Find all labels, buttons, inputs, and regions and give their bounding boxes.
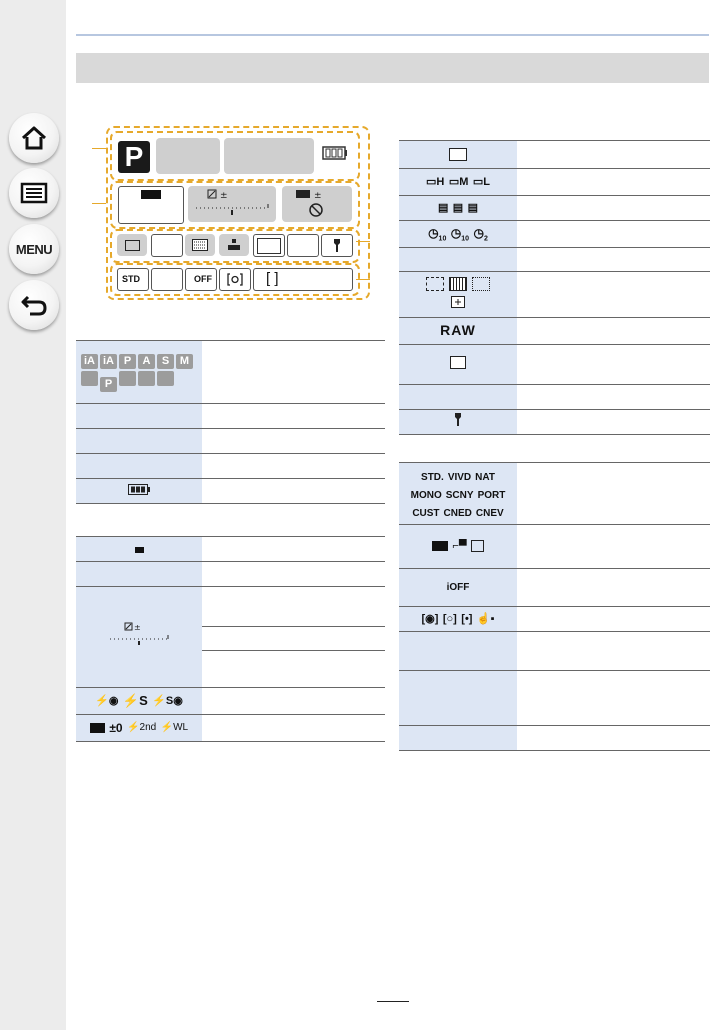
svg-text:±: ± — [220, 191, 228, 201]
table-row — [76, 429, 385, 454]
table-row — [399, 569, 710, 607]
battery-icon — [128, 484, 150, 495]
table-row — [399, 671, 710, 726]
control-panel-illustration — [106, 126, 370, 300]
metering-slot — [219, 268, 251, 291]
photo-style-icon: CNED — [443, 507, 472, 519]
panel-slot — [156, 138, 220, 174]
focus-area-brackets: [ ] — [266, 270, 279, 287]
indicator-block — [135, 547, 144, 553]
back-arrow-icon — [20, 293, 48, 317]
callout-line — [356, 241, 370, 242]
single-drive-icon — [125, 240, 140, 251]
burst-low-icon: ▭L — [472, 176, 490, 189]
white-balance-cell — [399, 525, 517, 569]
setting-slot — [321, 234, 353, 257]
wrench-icon — [454, 413, 462, 426]
table-row — [399, 385, 710, 410]
exposure-scale-icon — [108, 621, 170, 649]
color-temperature-icon — [471, 540, 484, 552]
table-row — [76, 537, 385, 562]
self-timer-10-icon: $◷_{10}$ — [428, 225, 447, 242]
panel-row-3 — [110, 229, 360, 263]
mode-icon: P — [100, 377, 117, 392]
mode-icon: iA — [100, 354, 117, 369]
i-dynamic-label: OFF — [194, 274, 212, 284]
table-row — [399, 525, 710, 569]
table-row — [399, 345, 710, 385]
wireless-flash-icon: ⚡WL — [160, 722, 189, 734]
mode-icon — [138, 371, 155, 386]
description-cell — [202, 341, 385, 404]
aspect-ratio-icon — [257, 238, 281, 254]
photo-style-icon: SCNY — [445, 489, 474, 501]
single-drive-icon — [449, 148, 467, 161]
table-row — [399, 248, 710, 272]
photo-style-icon: VIVD — [447, 471, 472, 483]
table-row — [76, 479, 385, 504]
flash-redeye-icon: ⚡◉ — [95, 695, 119, 708]
self-timer-2-icon: $◷_2$ — [473, 225, 488, 242]
flash-slow-icon: ⚡S — [122, 692, 148, 708]
table-row — [76, 454, 385, 479]
burst-medium-icon: ▭M — [448, 176, 469, 189]
single-area-icon — [451, 296, 465, 308]
mode-icon — [119, 371, 136, 386]
table-row — [399, 318, 710, 345]
svg-text:±: ± — [134, 622, 141, 632]
recording-mode-badge: P — [118, 141, 150, 173]
self-timer-cell — [399, 221, 517, 248]
quality-slot — [185, 234, 215, 256]
spot-metering-icon: [•] — [461, 612, 473, 625]
sidebar — [0, 0, 66, 1030]
panel-row-2 — [110, 181, 360, 229]
white-balance-icon: ⌐▀ — [452, 540, 467, 553]
callout-line — [92, 148, 106, 149]
table-row — [76, 688, 385, 715]
indicator-block — [141, 190, 161, 199]
svg-text:±: ± — [314, 191, 322, 201]
exposure-scale-cell — [76, 587, 202, 688]
wrench-icon — [332, 238, 342, 253]
shutter-aperture-box — [118, 186, 184, 224]
home-button[interactable] — [9, 113, 59, 163]
mode-icon: A — [138, 354, 155, 369]
panel-row-1 — [110, 131, 360, 181]
right-reference-table — [399, 140, 710, 751]
table-row — [76, 587, 385, 627]
back-button[interactable] — [9, 280, 59, 330]
mode-icon: S — [157, 354, 174, 369]
auto-bracket-icon: ▤ — [437, 202, 449, 215]
table-row — [399, 410, 710, 435]
mode-icon: iA — [81, 354, 98, 369]
second-curtain-icon: ⚡2nd — [127, 722, 157, 734]
table-row — [76, 562, 385, 587]
list-icon — [20, 182, 48, 204]
quality-icon — [192, 239, 208, 251]
table-row — [399, 435, 710, 463]
photo-style-icon: CUST — [412, 507, 440, 519]
contents-button[interactable] — [9, 168, 59, 218]
photo-style-cell — [399, 463, 517, 525]
flash-off-icon — [286, 188, 348, 220]
table-row — [76, 715, 385, 742]
table-row — [399, 196, 710, 221]
focus-area-slot — [253, 268, 353, 291]
table-row — [399, 169, 710, 196]
callout-line — [356, 279, 370, 280]
center-weighted-icon: [○] — [442, 612, 457, 625]
photo-style-label: STD — [122, 274, 140, 284]
burst-cell — [399, 169, 517, 196]
home-icon — [20, 125, 48, 151]
page-number-rule — [377, 1001, 409, 1002]
self-timer-10-3-icon: $◷_{10}$ — [450, 225, 470, 242]
photo-style-icon: STD. — [421, 471, 444, 483]
flash-mode-cell — [76, 688, 202, 715]
table-row — [399, 221, 710, 248]
header-rule — [76, 34, 709, 36]
autofocus-mode-cell — [399, 272, 517, 318]
exposure-compensation-box — [188, 186, 276, 222]
multi-area-icon — [449, 277, 467, 291]
touch-af-icon: ☝▪ — [476, 613, 495, 626]
table-row — [76, 504, 385, 537]
metering-icon — [227, 273, 243, 286]
face-detection-icon — [426, 277, 444, 291]
flash-adjust-cell — [76, 715, 202, 742]
section-title-bar — [76, 53, 709, 83]
table-row — [399, 726, 710, 751]
panel-slot — [224, 138, 314, 174]
multiple-metering-icon: [◉] — [421, 613, 439, 626]
table-row — [76, 404, 385, 429]
mode-icon — [157, 371, 174, 386]
mode-icon: M — [176, 354, 193, 369]
mode-icon — [81, 371, 98, 386]
menu-button[interactable] — [9, 224, 59, 274]
white-balance-adjust-icon — [432, 541, 448, 551]
flash-value: ±0 — [109, 720, 123, 735]
white-balance-bracket-icon: ▤ — [467, 202, 479, 215]
exposure-scale-icon — [192, 188, 272, 220]
flash-slow-redeye-icon: ⚡S◉ — [152, 695, 183, 708]
raw-label: RAW — [440, 322, 476, 338]
aspect-bracket-icon: ▤ — [452, 202, 464, 215]
photo-style-icon: NAT — [475, 471, 495, 483]
metering-cell — [399, 607, 517, 632]
mode-icons-cell — [76, 341, 202, 404]
table-row — [76, 341, 385, 404]
panel-slot — [151, 268, 183, 291]
panel-slot — [253, 234, 285, 257]
battery-icon — [322, 146, 348, 160]
custom-multi-icon — [472, 277, 490, 291]
flash-compensation-icon — [90, 723, 105, 733]
flash-compensation-box — [282, 186, 352, 222]
i-dynamic-off-icon: iOFF — [446, 581, 470, 593]
i-dynamic-slot — [185, 268, 217, 291]
burst-high-icon: ▭H — [426, 176, 445, 189]
table-row — [399, 272, 710, 318]
bracket-cell — [399, 196, 517, 221]
focus-icon — [227, 238, 241, 252]
photo-style-slot — [117, 268, 149, 291]
panel-slot — [287, 234, 319, 257]
photo-style-icon: CNEV — [475, 507, 504, 519]
focus-mode-slot — [219, 234, 249, 256]
panel-row-4 — [110, 263, 360, 296]
photo-style-icon: MONO — [410, 489, 442, 501]
left-reference-table — [76, 340, 385, 742]
table-row — [399, 141, 710, 169]
table-row — [399, 463, 710, 525]
table-row — [399, 632, 710, 671]
aspect-ratio-icon — [450, 356, 466, 369]
menu-label: MENU — [15, 241, 53, 257]
callout-line — [92, 203, 106, 204]
drive-mode-slot — [117, 234, 147, 256]
photo-style-icon: PORT — [477, 489, 506, 501]
table-row — [399, 607, 710, 632]
panel-slot — [151, 234, 183, 257]
mode-icon: P — [119, 354, 136, 369]
